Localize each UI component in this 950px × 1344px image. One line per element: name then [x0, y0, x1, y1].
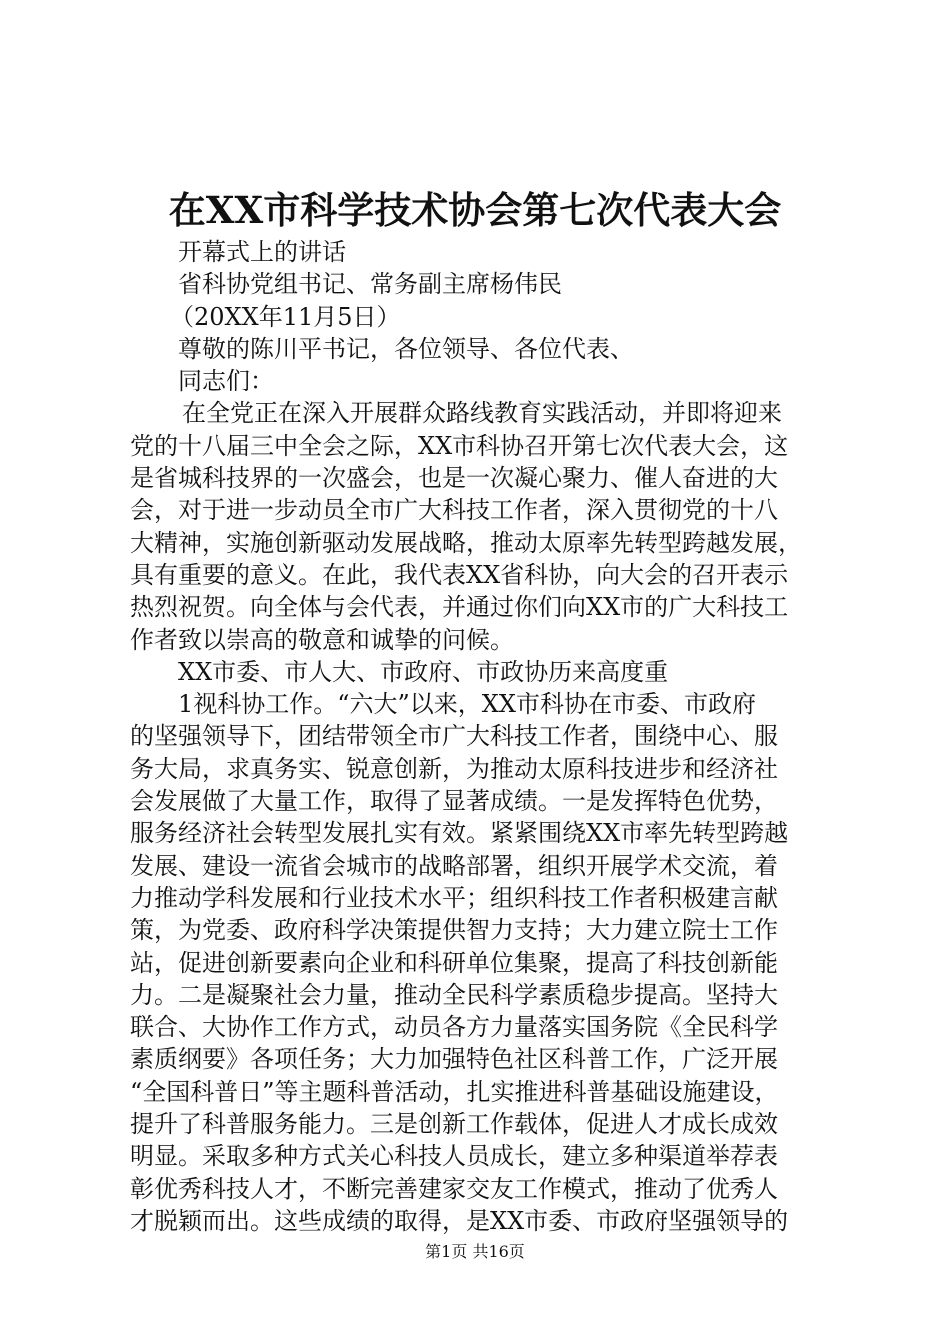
speaker-line: 省科协党组书记、常务副主席杨伟民 — [178, 270, 562, 299]
paragraph-line: 服务经济社会转型发展扎实有效。紧紧围绕XX市率先转型跨越 — [130, 819, 789, 848]
paragraph-line: 会，对于进一步动员全市广大科技工作者，深入贯彻党的十八 — [130, 496, 778, 525]
document-body — [130, 236, 830, 1237]
paragraph-line: 务大局，求真务实、锐意创新，为推动太原科技进步和经济社 — [130, 754, 778, 783]
paragraph-line: 策，为党委、政府科学决策提供智力支持；大力建立院士工作 — [130, 916, 778, 945]
paragraph-line: 提升了科普服务能力。三是创新工作载体，促进人才成长成效 — [130, 1110, 778, 1139]
paragraph-line: 明显。采取多种方式关心科技人员成长，建立多种渠道举荐表 — [130, 1142, 778, 1171]
paragraph-line: 作者致以崇高的敬意和诚挚的问候。 — [130, 625, 514, 654]
paragraph-line: 彰优秀科技人才，不断完善建家交友工作模式，推动了优秀人 — [130, 1174, 778, 1203]
paragraph-line: 联合、大协作工作方式，动员各方力量落实国务院《全民科学 — [130, 1013, 778, 1042]
paragraph-line: 党的十八届三中全会之际，XX市科协召开第七次代表大会，这 — [130, 431, 789, 460]
paragraph-line: 大精神，实施创新驱动发展战略，推动太原率先转型跨越发展， — [130, 528, 802, 557]
paragraph-line: 发展、建设一流省会城市的战略部署，组织开展学术交流，着 — [130, 851, 778, 880]
speech-date: （20XX年11月5日） — [170, 302, 401, 331]
paragraph-line: 素质纲要》各项任务；大力加强特色社区科普工作，广泛开展 — [130, 1045, 778, 1074]
paragraph-line: 站，促进创新要素向企业和科研单位集聚，提高了科技创新能 — [130, 948, 778, 977]
paragraph-line: 力推动学科发展和行业技术水平；组织科技工作者积极建言献 — [130, 883, 778, 912]
paragraph-line: 热烈祝贺。向全体与会代表，并通过你们向XX市的广大科技工 — [130, 593, 789, 622]
salutation-line: 同志们： — [178, 367, 274, 396]
salutation-line: 尊敬的陈川平书记，各位领导、各位代表、 — [178, 334, 634, 363]
speech-subtitle: 开幕式上的讲话 — [178, 238, 346, 266]
paragraph-line: 会发展做了大量工作，取得了显著成绩。一是发挥特色优势， — [130, 787, 778, 816]
paragraph-line: “全国科普日”等主题科普活动，扎实推进科普基础设施建设， — [130, 1077, 779, 1106]
paragraph-line: 力。二是凝聚社会力量，推动全民科学素质稳步提高。坚持大 — [130, 980, 778, 1009]
page-number: 第1页 共16页 — [425, 1242, 525, 1261]
paragraph-line: 是省城科技界的一次盛会，也是一次凝心聚力、催人奋进的大 — [130, 464, 778, 493]
paragraph-line: 具有重要的意义。在此，我代表XX省科协，向大会的召开表示 — [130, 560, 789, 589]
paragraph-line: 1视科协工作。“六大”以来，XX市科协在市委、市政府 — [178, 690, 756, 719]
paragraph-line: 才脱颖而出。这些成绩的取得，是XX市委、市政府坚强领导的 — [130, 1206, 789, 1235]
paragraph-line: 的坚强领导下，团结带领全市广大科技工作者，围绕中心、服 — [130, 722, 778, 751]
paragraph-line: 在全党正在深入开展群众路线教育实践活动，并即将迎来 — [182, 399, 782, 428]
document-title: 在XX市科学技术协会第七次代表大会 — [168, 188, 782, 232]
paragraph-line: XX市委、市人大、市政府、市政协历来高度重 — [178, 657, 669, 686]
